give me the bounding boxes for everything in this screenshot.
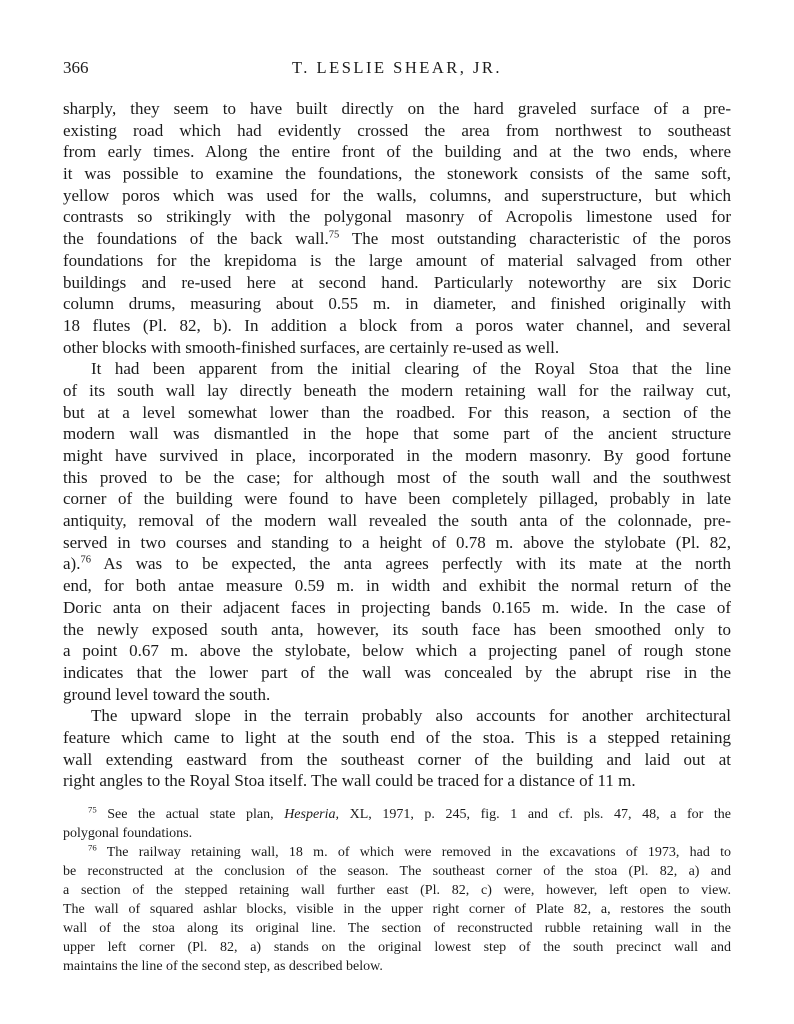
text-line: end, for both antae measure 0.59 m. in width and exhibit the normal return of the — [63, 576, 731, 596]
italic-text: Hesperia, — [284, 807, 340, 822]
footnotes — [63, 805, 731, 976]
page-number: 366 — [63, 58, 89, 77]
text-line: wall extending eastward from the southeast corner of the building and laid out at — [63, 749, 731, 769]
text-line: yellow poros which was used for the walls, columns, and superstructure, but which — [63, 185, 731, 205]
text-line: be reconstructed at the conclusion of the season. The southeast corner of the stoa (Pl. 82, a) and — [63, 864, 731, 879]
text-line: feature which came to light at the south end of the stoa. This is a stepped retaining — [63, 727, 731, 747]
footnote-marker: 75 — [88, 805, 97, 815]
running-head — [63, 58, 731, 79]
text-line: foundations for the krepidoma is the large amount of material salvaged from other — [63, 250, 731, 270]
text-line: sharply, they seem to have built directly on the hard graveled surface of a pre- — [63, 99, 731, 118]
paragraph — [63, 805, 731, 843]
text-line: this proved to be the case; for although most of the south wall and the southwest — [63, 467, 731, 487]
footnote-marker: 75 — [328, 229, 340, 241]
text-line: column drums, measuring about 0.55 m. in diameter, and finished originally with — [63, 294, 731, 314]
body-text — [63, 98, 731, 792]
text-line: a section of the stepped retaining wall further east (Pl. 82, c) were, however, left open to view. — [63, 883, 731, 898]
text-line: The upward slope in the terrain probably also accounts for another architectural — [91, 706, 731, 726]
text-line: right angles to the Royal Stoa itself. The wall could be traced for a distance of 11 m. — [63, 771, 636, 791]
text-line: might have survived in place, incorporated in the modern masonry. By good fortune — [63, 446, 731, 465]
text-line: served in two courses and standing to a height of 0.78 m. above the stylobate (Pl. 82, — [63, 532, 731, 552]
text-line: the newly exposed south anta, however, its south face has been smoothed only to — [63, 619, 731, 639]
text-line: indicates that the lower part of the wall was concealed by the abrupt rise in the — [63, 662, 731, 682]
text-line: a).$^{76}$ As was to be expected, the anta agrees perfectly with its mate at the north — [63, 554, 731, 574]
text-line: Doric anta on their adjacent faces in projecting bands 0.165 m. wide. In the case of — [63, 597, 731, 617]
text-line: $^{75}$ See the actual state plan, Hesperia, XL, 1971, p. 245, fig. 1 and cf. pls. 47, 48, a for the — [88, 805, 731, 822]
paragraph — [63, 843, 731, 976]
text-line: but at a level somewhat lower than the roadbed. For this reason, a section of the — [63, 402, 731, 422]
text-line: corner of the building were found to have been completely pillaged, probably in late — [63, 489, 731, 509]
running-title: T. LESLIE SHEAR, JR. — [291, 58, 503, 77]
text-line: the foundations of the back wall.$^{75}$ The most outstanding characteristic of the poros — [63, 229, 731, 249]
text-line: wall of the stoa along its original line. The section of reconstructed rubble retaining wall in the — [63, 921, 731, 936]
text-line: The wall of squared ashlar blocks, visible in the upper right corner of Plate 82, a, restores the south — [63, 902, 731, 917]
text-line: it was possible to examine the foundations, the stonework consists of the same soft, — [63, 164, 731, 184]
text-line: ground level toward the south. — [63, 684, 271, 704]
text-line: from early times. Along the entire front of the building and at the two ends, where — [63, 142, 731, 162]
text-line: 18 flutes (Pl. 82, b). In addition a block from a poros water channel, and several — [63, 315, 731, 335]
text-line: modern wall was dismantled in the hope that some part of the ancient structure — [63, 424, 731, 444]
text-line: of its south wall lay directly beneath the modern retaining wall for the railway cut, — [63, 380, 731, 400]
paragraph — [63, 705, 731, 792]
text-line: contrasts so strikingly with the polygonal masonry of Acropolis limestone used for — [63, 207, 731, 227]
text-line: maintains the line of the second step, as described below. — [63, 959, 383, 974]
footnote-marker: 76 — [88, 843, 97, 853]
text-line: $^{76}$ The railway retaining wall, 18 m. of which were removed in the excavations of 1973, had to — [88, 843, 731, 860]
footnote-marker: 76 — [80, 554, 91, 566]
text-line: a point 0.67 m. above the stylobate, below which a projecting panel of rough stone — [63, 641, 731, 661]
page-content — [63, 58, 731, 976]
text-line: It had been apparent from the initial clearing of the Royal Stoa that the line — [91, 359, 731, 379]
text-line: existing road which had evidently crossed the area from northwest to southeast — [63, 120, 731, 140]
text-line: antiquity, removal of the modern wall revealed the south anta of the colonnade, pre- — [63, 511, 731, 531]
text-line: other blocks with smooth-finished surfaces, are certainly re-used as well. — [63, 337, 560, 357]
text-line: buildings and re-used here at second hand. Particularly noteworthy are six Doric — [63, 272, 731, 292]
text-line: upper left corner (Pl. 82, a) stands on the original lowest step of the south precinct wall and — [63, 940, 731, 955]
text-line: polygonal foundations. — [63, 826, 193, 841]
paragraph — [63, 358, 731, 705]
paragraph — [63, 98, 731, 358]
